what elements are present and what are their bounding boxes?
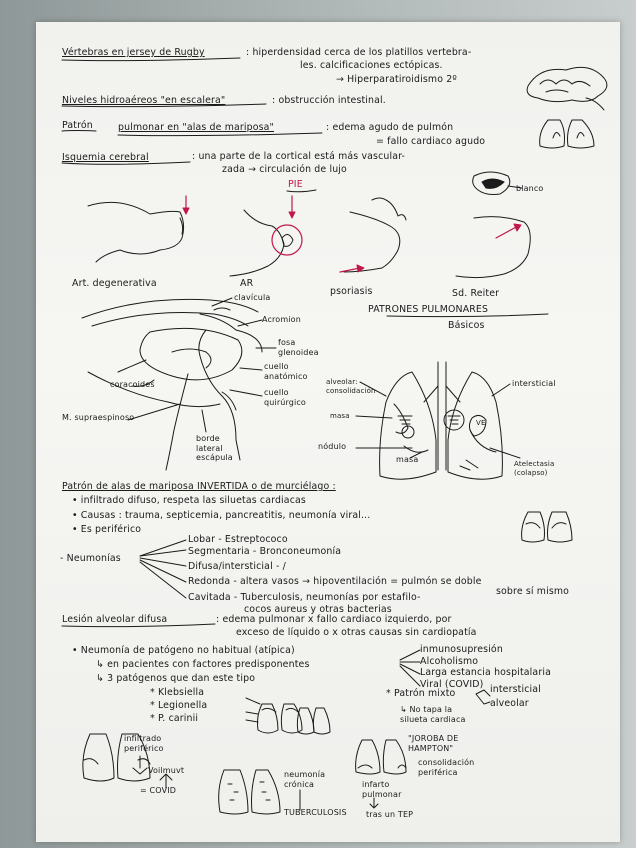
label-coracoides: coracoides (110, 380, 155, 389)
note-lesion-desc2: exceso de líquido o x otras causas sin cardiopatía (236, 627, 477, 638)
note-rugby-desc3: → Hiperparatiroidismo 2º (336, 74, 457, 85)
label-ar: AR (240, 278, 254, 289)
underline-rugby (62, 58, 240, 61)
neumonia-cavitada-2: cocos aureus y otras bacterias (244, 604, 392, 615)
mixto-no-tapa: ↳ No tapa la silueta cardiaca (400, 705, 466, 724)
neumonias-branches (140, 540, 186, 598)
note-alas-title: pulmonar en "alas de mariposa" (118, 122, 275, 133)
note-murcielago-3: • Es periférico (72, 524, 142, 535)
foot-psoriasis (340, 198, 406, 272)
note-rugby-title: Vértebras en jersey de Rugby (62, 47, 205, 58)
label-psoriasis: psoriasis (330, 286, 373, 297)
foot-ar (230, 196, 302, 276)
note-atipica-2: ↳ en pacientes con factores predisponentes (96, 659, 310, 670)
label-borde-lateral: borde lateral escápula (196, 434, 233, 462)
shoulder-diagram (82, 299, 262, 470)
label-consolidacion: consolidación periférica (418, 758, 475, 777)
label-joroba: "JOROBA DE HAMPTON" (408, 734, 459, 753)
butterfly-lungs-sketch (540, 120, 594, 148)
lungs-atypical-sketch (246, 698, 330, 734)
note-patron-title: Patrón (62, 120, 93, 131)
factor-estancia: Larga estancia hospitalaria (420, 667, 551, 678)
label-nodulo: nódulo (318, 442, 347, 451)
label-infarto: infarto pulmonar (362, 780, 402, 799)
label-infiltrado-periferico: infiltrado periférico (124, 734, 164, 753)
note-lesion-title: Lesión alveolar difusa (62, 614, 168, 625)
lungs-tb-sketch (219, 770, 280, 814)
label-masa: masa (330, 412, 350, 420)
label-art-degenerativa: Art. degenerativa (72, 278, 157, 289)
neumonia-redonda: Redonda - altera vasos → hipoventilación = pulmón se doble (188, 576, 482, 587)
pathogen-p-carinii: * P. carinii (150, 713, 199, 724)
pathogen-klebsiella: * Klebsiella (150, 687, 205, 698)
neumonia-cavitada: Cavitada - Tuberculosis, neumonías por estafilo- (188, 592, 421, 603)
shoulder-leader-lines (118, 298, 276, 432)
label-patrones-sub: Básicos (448, 320, 485, 331)
label-patrones-title: PATRONES PULMONARES (368, 304, 489, 315)
mixto-intersticial: intersticial (490, 684, 541, 695)
label-blanco: blanco (516, 184, 544, 193)
label-cuello-anatomico: cuello anatómico (264, 362, 308, 381)
factor-alcohol: Alcoholismo (420, 656, 479, 667)
label-tras-tep: tras un TEP (366, 810, 414, 819)
neumonia-redonda-2: sobre sí mismo (496, 586, 570, 597)
label-intersticial: intersticial (512, 379, 556, 388)
label-reiter: Sd. Reiter (452, 288, 500, 299)
misc-arrows (160, 774, 378, 810)
label-alveolar-consolidacion: alveolar: consolidación (326, 378, 376, 395)
label-acromion: Acromion (262, 315, 301, 324)
label-tuberculosis: TUBERCULOSIS (284, 808, 347, 817)
note-lesion-desc1: : edema pulmonar x fallo cardiaco izquierdo, por (216, 614, 452, 625)
note-isquemia-desc1: : una parte de la cortical está más vascular- (192, 151, 406, 162)
note-rugby-desc1: : hiperdensidad cerca de los platillos vertebra- (246, 47, 472, 58)
lungs-hampton-sketch (356, 740, 406, 774)
note-murcielago-2: • Causas : trauma, septicemia, pancreatitis, neumonía viral... (72, 510, 371, 521)
label-pie: PIE (288, 179, 303, 190)
mixto-alveolar: alveolar (490, 698, 529, 709)
label-neumonia-cronica: neumonía crónica (284, 770, 326, 789)
foot-degenerative (88, 196, 189, 262)
label-cuello-quirurgico: cuello quirúrgico (264, 388, 306, 407)
label-covid: = COVID (140, 786, 177, 795)
label-atelectasia: Atelectasia (colapso) (514, 460, 555, 477)
label-fosa-glenoidea: fosa glenoidea (278, 338, 319, 357)
factor-inmuno: inmunosupresión (420, 644, 503, 655)
lungs-bat-sketch (522, 512, 572, 542)
underline-pie (287, 190, 316, 192)
label-ve: VE (476, 419, 486, 427)
pathogen-legionella: * Legionella (150, 700, 208, 711)
note-patron-mixto: * Patrón mixto (386, 688, 456, 699)
note-atipica-3: ↳ 3 patógenos que dan este tipo (96, 673, 256, 684)
note-murcielago-1: • infiltrado difuso, respeta las siluetas cardiacas (72, 495, 306, 506)
note-murcielago-title: Patrón de alas de mariposa INVERTIDA o de murciélago : (62, 481, 336, 492)
label-voilmuvt: Voilmuvt (148, 766, 185, 775)
neumonia-difusa: Difusa/intersticial - / (188, 561, 286, 572)
note-atipica-1: • Neumonía de patógeno no habitual (atípica) (72, 645, 295, 656)
note-rugby-desc2: les. calcificaciones ectópicas. (300, 60, 443, 71)
underline-alas (118, 133, 322, 136)
brain-sketch (527, 67, 607, 110)
label-m-supraespinoso: M. supraespinoso (62, 413, 135, 422)
neumonia-lobar: Lobar - Estreptococo (188, 534, 288, 545)
note-niveles-title: Niveles hidroaéreos "en escalera" (62, 95, 226, 106)
factor-viral: Viral (COVID) (420, 679, 484, 690)
neumonia-segmentaria: Segmentaria - Bronconeumonía (188, 546, 342, 557)
label-clavicula: clavícula (234, 293, 271, 302)
note-niveles-desc: : obstrucción intestinal. (272, 95, 386, 106)
label-neumonias: - Neumonías (60, 553, 121, 564)
note-isquemia-desc2: zada → circulación de lujo (222, 164, 347, 175)
note-alas-desc2: = fallo cardiaco agudo (376, 136, 486, 147)
note-alas-desc1: : edema agudo de pulmón (326, 122, 454, 133)
label-masa-2: masa (396, 455, 419, 464)
note-isquemia-title: Isquemia cerebral (62, 152, 149, 163)
